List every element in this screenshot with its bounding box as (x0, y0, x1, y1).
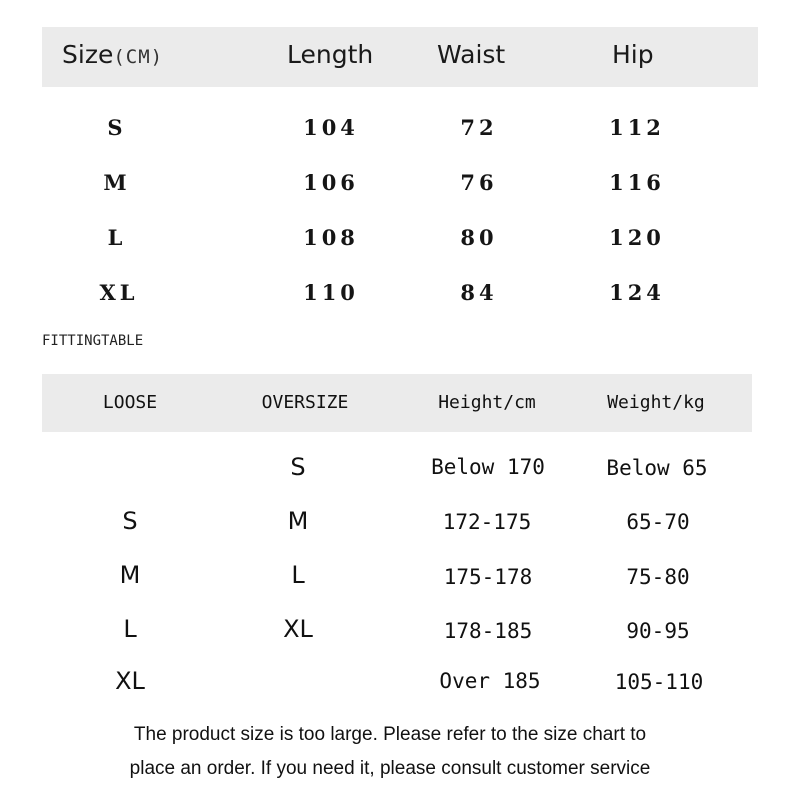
table-cell-height: 178-185 (443, 619, 533, 643)
table-cell-oversize: XL (283, 615, 313, 643)
fitting-table-caption: FITTINGTABLE (42, 333, 144, 349)
table-cell-hip: 112 (609, 115, 665, 140)
waist-column-header: Waist (437, 40, 506, 69)
table-cell-hip: 116 (609, 170, 665, 195)
table-cell-loose: M (119, 561, 141, 589)
table-cell-oversize: S (290, 453, 306, 481)
table-cell-weight: 75-80 (626, 565, 690, 589)
table-cell-size: L (107, 225, 127, 250)
size-header-label: Size (62, 40, 114, 69)
weight-column-header: Weight/kg (607, 392, 705, 413)
size-header-unit: (CM) (113, 46, 164, 68)
table-cell-waist: 76 (460, 170, 498, 195)
table-cell-length: 104 (303, 115, 359, 140)
table-cell-loose: S (122, 507, 138, 535)
table-cell-loose: L (123, 615, 137, 643)
table-cell-waist: 84 (460, 280, 498, 305)
size-note-line-1: The product size is too large. Please refer to the size chart to (133, 724, 647, 745)
loose-column-header: LOOSE (102, 392, 158, 413)
table-cell-size: XL (99, 280, 139, 305)
table-cell-loose: XL (115, 667, 145, 695)
table-cell-oversize: L (291, 561, 305, 589)
table-cell-waist: 72 (460, 115, 498, 140)
table-cell-weight: 90-95 (626, 619, 690, 643)
table-cell-weight: Below 65 (606, 456, 708, 480)
hip-column-header: Hip (612, 40, 654, 69)
table-cell-weight: 65-70 (626, 510, 690, 534)
table-cell-oversize: M (287, 507, 309, 535)
table-cell-length: 110 (303, 280, 359, 305)
table-cell-size: S (107, 115, 127, 140)
table-cell-height: 175-178 (443, 565, 533, 589)
length-column-header: Length (287, 40, 374, 69)
table-cell-height: 172-175 (442, 510, 532, 534)
table-cell-length: 108 (303, 225, 359, 250)
size-note-line-2: place an order. If you need it, please consult customer service (129, 758, 651, 779)
table-cell-height: Below 170 (431, 455, 545, 479)
size-column-header (62, 40, 163, 69)
table-cell-height: Over 185 (439, 669, 541, 693)
oversize-column-header: OVERSIZE (261, 392, 349, 413)
table-cell-weight: 105-110 (614, 670, 704, 694)
table-cell-size: M (103, 170, 131, 195)
table-cell-waist: 80 (460, 225, 498, 250)
table-cell-length: 106 (303, 170, 359, 195)
table-cell-hip: 124 (609, 280, 665, 305)
height-column-header: Height/cm (438, 392, 536, 413)
table-cell-hip: 120 (609, 225, 665, 250)
